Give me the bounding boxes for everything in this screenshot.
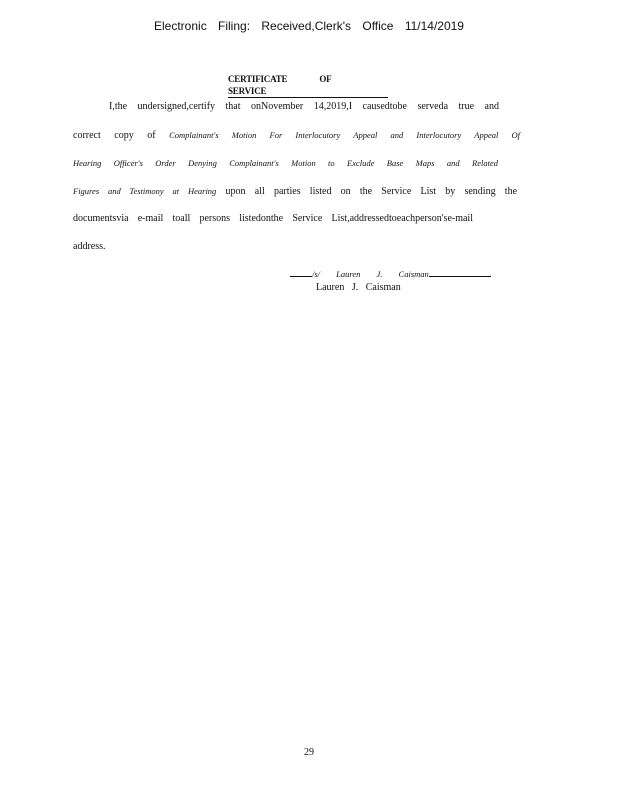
- signature-rule-right: [429, 268, 491, 277]
- signer-name: Lauren J. Caisman: [316, 282, 401, 293]
- body-line-2: [73, 128, 520, 143]
- page-number: 29: [304, 747, 314, 758]
- motion-title-part-3: Figures and Testimony at Hearing: [73, 186, 217, 196]
- motion-title-part-1: Complainant's Motion For Interlocutory Appeal and Interlocutory Appeal Of: [169, 130, 520, 140]
- filing-stamp: Electronic Filing: Received,Clerk's Office 11/14/2019: [154, 19, 464, 33]
- signature-line: [290, 268, 480, 279]
- body-line-2-text: correct copy of: [73, 130, 156, 141]
- body-line-1: I,the undersigned,certify that onNovember 14,2019,I causedtobe serveda true and: [109, 101, 499, 112]
- certificate-title: CERTIFICATE OF SERVICE: [228, 73, 388, 98]
- body-line-6: address.: [73, 241, 106, 252]
- body-line-4-text: upon all parties listed on the Service List by sending the: [225, 186, 518, 197]
- body-line-4: [73, 184, 517, 199]
- body-line-5: documentsvia e-mail toall persons listedonthe Service List,addressedtoeachperson'se-mail: [73, 213, 473, 224]
- motion-title-part-2: Hearing Officer's Order Denying Complainant's Motion to Exclude Base Maps and Related: [73, 158, 498, 168]
- electronic-signature: /s/ Lauren J. Caisman: [312, 269, 429, 279]
- signature-rule-left: [290, 268, 312, 277]
